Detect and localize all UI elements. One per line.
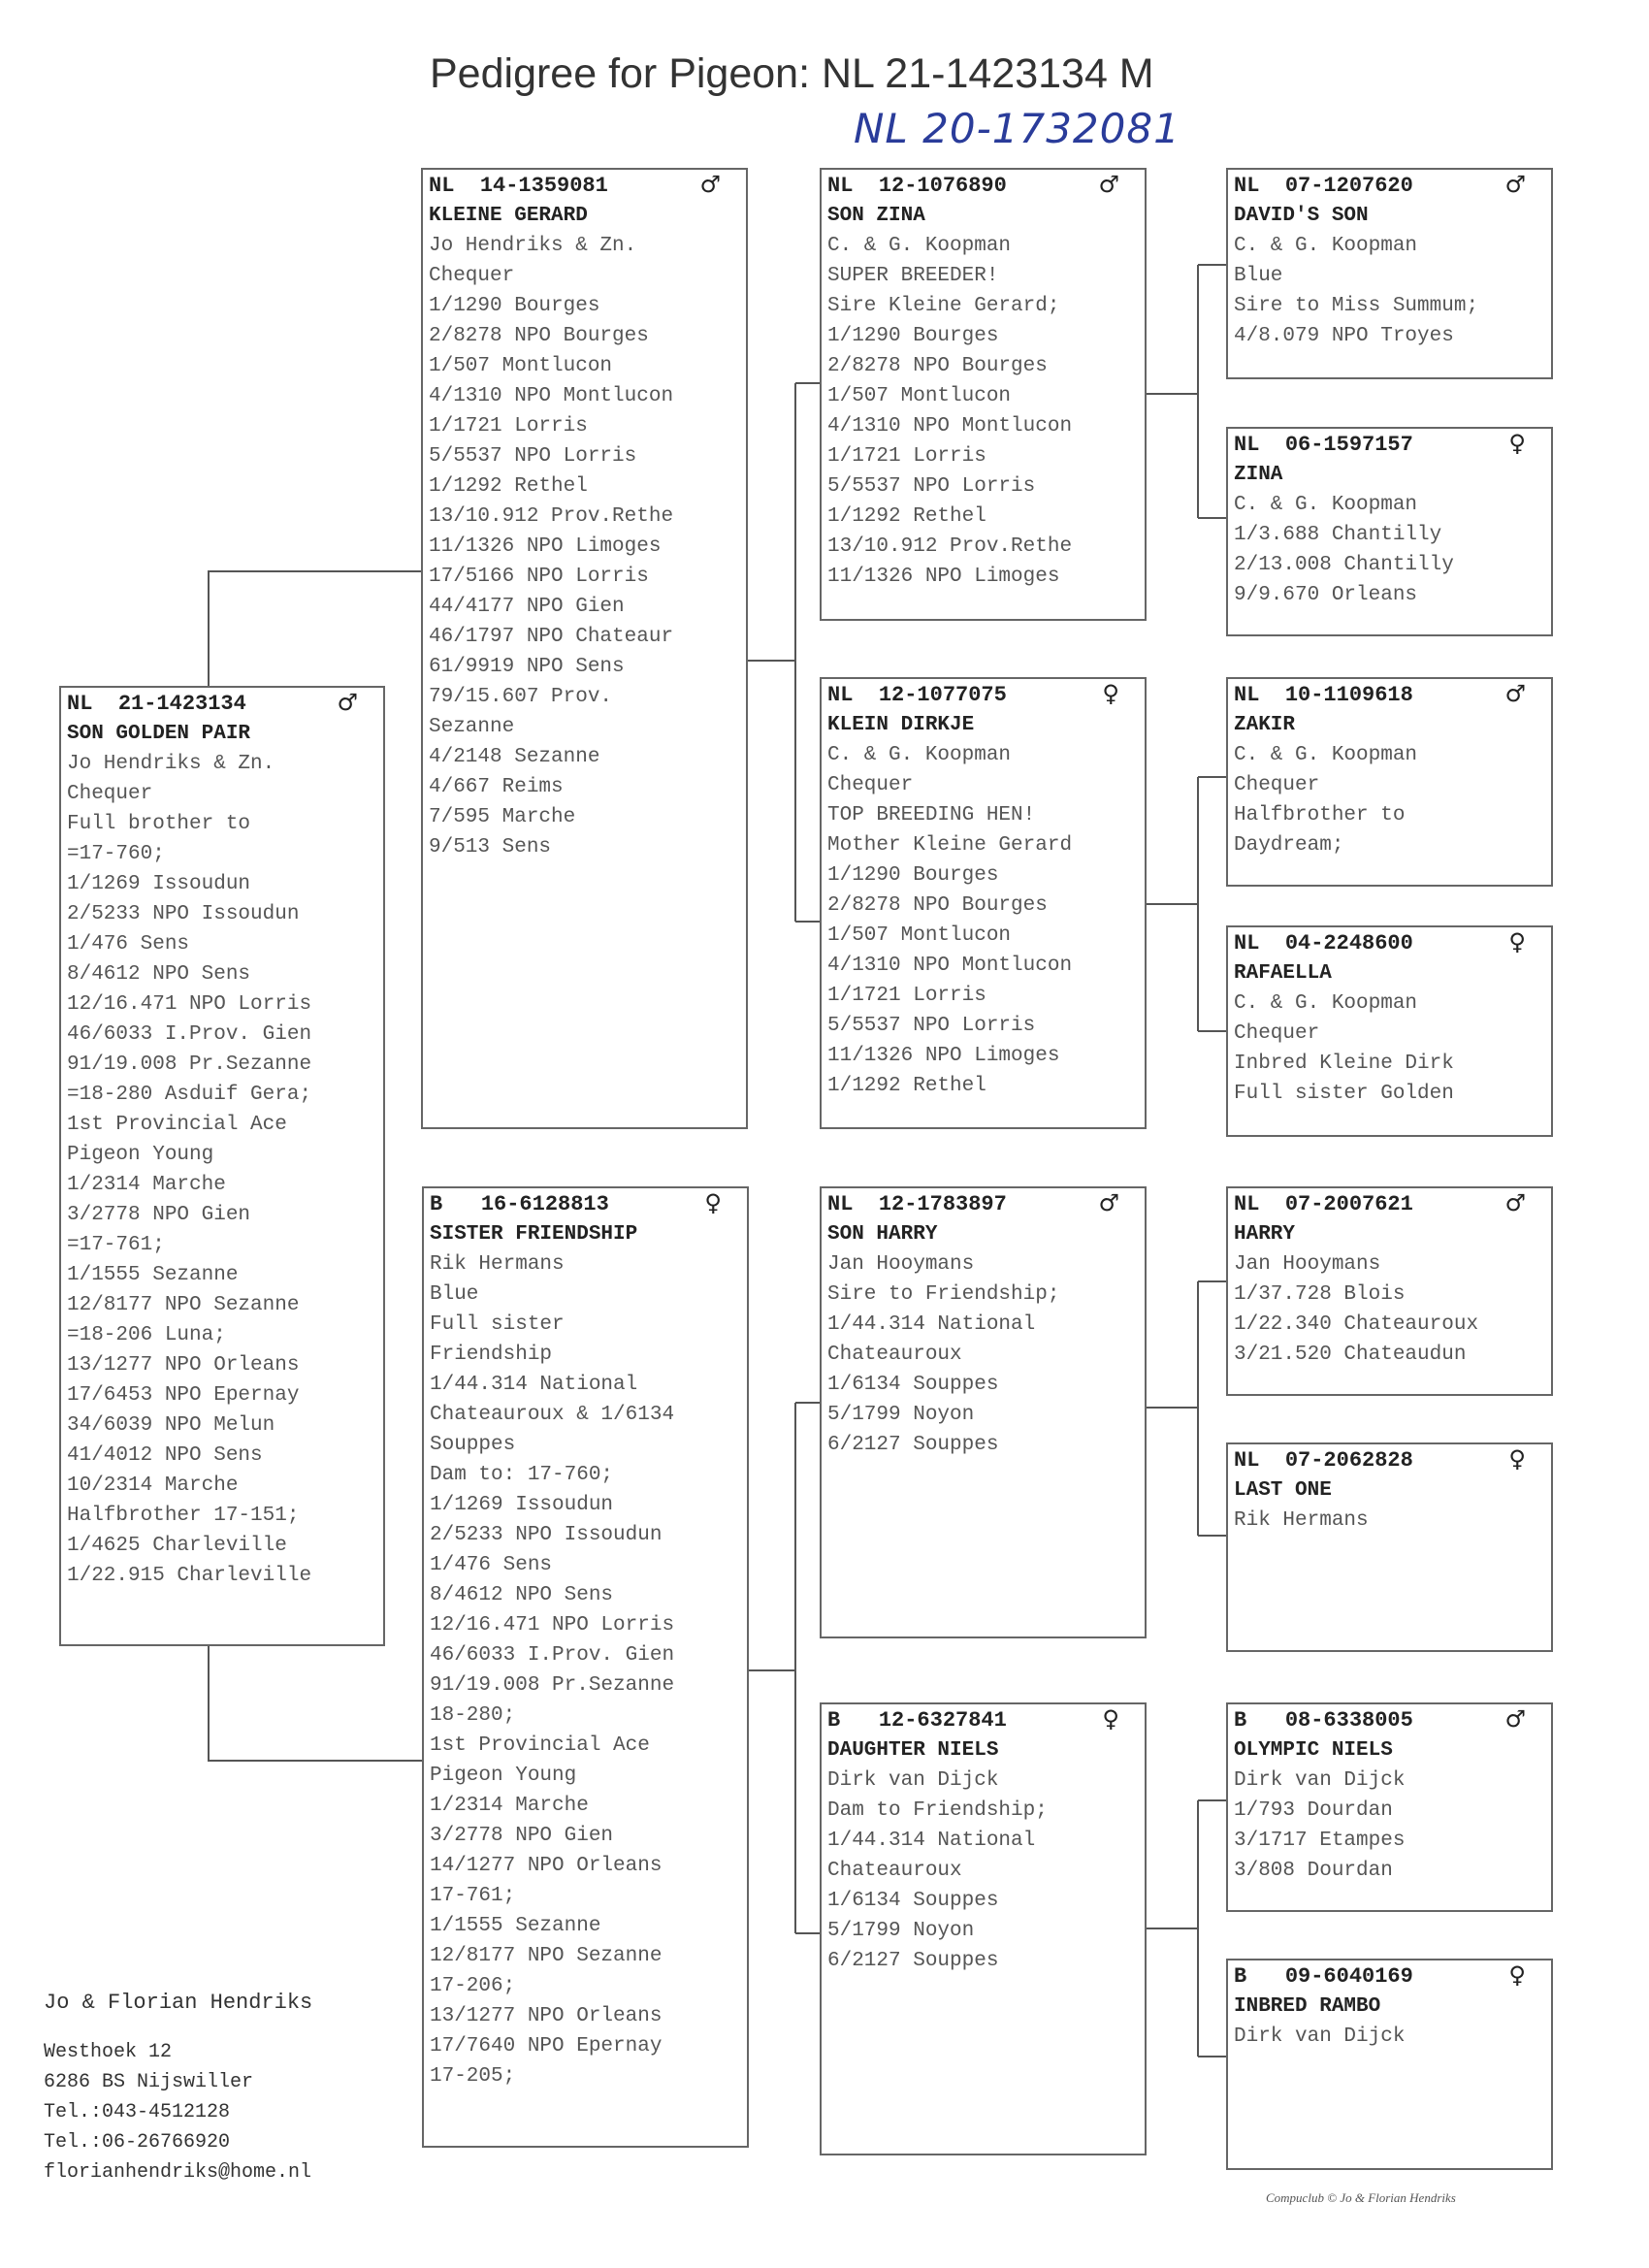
pigeon-detail-line: 4/1310 NPO Montlucon — [827, 415, 1073, 437]
pigeon-detail-line: 12/8177 NPO Sezanne — [430, 1945, 663, 1967]
pigeon-header — [1234, 929, 1551, 958]
pigeon-detail-line: Jan Hooymans — [1234, 1253, 1381, 1276]
pigeon-header — [1234, 1446, 1551, 1475]
pigeon-detail-line: 46/6033 I.Prov. Gien — [430, 1644, 675, 1667]
pigeon-detail-line: 46/1797 NPO Chateaur — [429, 626, 674, 648]
pigeon-detail-line: Jo Hendriks & Zn. — [429, 235, 637, 257]
pigeon-detail-line: 1/6134 Souppes — [827, 1374, 999, 1396]
pigeon-detail-line: Rik Hermans — [1234, 1509, 1369, 1532]
pigeon-detail-line: Dirk van Dijck — [1234, 2025, 1406, 2048]
pigeon-name: SON HARRY — [827, 1223, 938, 1246]
connector-dam — [749, 1403, 820, 1933]
pigeon-name: ZINA — [1234, 464, 1283, 486]
pigeon-card-dam — [422, 1186, 749, 2148]
pigeon-detail-line: 3/808 Dourdan — [1234, 1860, 1393, 1882]
pigeon-detail-line: =17-761; — [67, 1234, 165, 1256]
connector-root-sire — [209, 571, 421, 686]
pigeon-detail-line: 1/507 Montlucon — [429, 355, 613, 377]
male-icon: ♂ — [1504, 1189, 1526, 1216]
ring-number: 09-6040169 — [1284, 1964, 1413, 1989]
ring-number: 16-6128813 — [480, 1192, 609, 1216]
pigeon-detail-line: 8/4612 NPO Sens — [67, 963, 251, 986]
pigeon-detail-line: Daydream; — [1234, 834, 1344, 857]
pigeon-card-sss — [1226, 168, 1553, 379]
pigeon-detail-line: 2/5233 NPO Issoudun — [67, 903, 300, 925]
pigeon-detail-line: Dam to Friendship; — [827, 1799, 1048, 1822]
pigeon-detail-line: 2/8278 NPO Bourges — [827, 894, 1048, 917]
pigeon-name: SON GOLDEN PAIR — [67, 723, 251, 745]
pigeon-card-ds — [820, 1186, 1147, 1638]
male-icon: ♂ — [1098, 171, 1119, 198]
pigeon-header — [1234, 431, 1551, 460]
pigeon-header — [827, 681, 1145, 710]
pigeon-detail-line: Halfbrother to — [1234, 804, 1406, 826]
email-line: florianhendriks@home.nl — [44, 2161, 312, 2184]
pigeon-detail-line: 2/5233 NPO Issoudun — [430, 1524, 663, 1546]
pigeon-detail-line: 8/4612 NPO Sens — [430, 1584, 614, 1606]
ring-number: 07-1207620 — [1284, 174, 1413, 198]
pigeon-detail-line: 2/8278 NPO Bourges — [429, 325, 649, 347]
pigeon-detail-line: 3/2778 NPO Gien — [430, 1825, 614, 1847]
ring-number: 07-2007621 — [1284, 1192, 1413, 1216]
pigeon-card-sd — [820, 677, 1147, 1129]
pigeon-card-dss — [1226, 1186, 1553, 1396]
pigeon-name: KLEIN DIRKJE — [827, 714, 975, 736]
pigeon-detail-line: 1/476 Sens — [430, 1554, 553, 1576]
pigeon-detail-line: C. & G. Koopman — [1234, 992, 1418, 1015]
pigeon-detail-line: 1/22.915 Charleville — [67, 1565, 312, 1587]
pigeon-detail-line: Halfbrother 17-151; — [67, 1505, 300, 1527]
pigeon-detail-line: 1/1269 Issoudun — [430, 1494, 614, 1516]
ring-number: 08-6338005 — [1284, 1708, 1413, 1733]
pigeon-detail-line: 46/6033 I.Prov. Gien — [67, 1023, 312, 1046]
pigeon-detail-line: 11/1326 NPO Limoges — [827, 566, 1060, 588]
pigeon-header — [1234, 1962, 1551, 1992]
pigeon-detail-line: 5/5537 NPO Lorris — [429, 445, 637, 468]
pigeon-detail-line: Sezanne — [429, 716, 515, 738]
female-icon: ♀ — [704, 1189, 722, 1216]
pigeon-detail-line: 1/793 Dourdan — [1234, 1799, 1393, 1822]
pigeon-detail-line: 1/22.340 Chateauroux — [1234, 1313, 1479, 1336]
pigeon-detail-line: Jan Hooymans — [827, 1253, 975, 1276]
pigeon-detail-line: 14/1277 NPO Orleans — [430, 1855, 663, 1877]
pigeon-name: HARRY — [1234, 1223, 1296, 1246]
pigeon-detail-line: 3/2778 NPO Gien — [67, 1204, 251, 1226]
pigeon-detail-line: =18-206 Luna; — [67, 1324, 226, 1346]
pigeon-detail-line: SUPER BREEDER! — [827, 265, 999, 287]
connector-dd — [1147, 1800, 1226, 2057]
pigeon-detail-line: 1/2314 Marche — [67, 1174, 226, 1196]
pigeon-detail-line: 1/1290 Bourges — [827, 864, 999, 887]
pigeon-detail-line: 2/8278 NPO Bourges — [827, 355, 1048, 377]
pigeon-name: DAUGHTER NIELS — [827, 1739, 999, 1762]
country-code: NL — [827, 1192, 879, 1216]
pigeon-detail-line: =17-760; — [67, 843, 165, 865]
pigeon-name: INBRED RAMBO — [1234, 1995, 1381, 2018]
country-code: NL — [1234, 1448, 1285, 1473]
pigeon-detail-line: 1/37.728 Blois — [1234, 1283, 1406, 1306]
ring-number: 12-1076890 — [878, 174, 1007, 198]
pigeon-detail-line: 18-280; — [430, 1704, 516, 1727]
pigeon-detail-line: 2/13.008 Chantilly — [1234, 554, 1454, 576]
pigeon-detail-line: C. & G. Koopman — [1234, 494, 1418, 516]
pigeon-card-dd — [820, 1702, 1147, 2155]
country-code: NL — [1234, 683, 1285, 707]
pigeon-detail-line: 34/6039 NPO Melun — [67, 1414, 275, 1437]
pigeon-detail-line: 6/2127 Souppes — [827, 1950, 999, 1972]
pigeon-detail-line: Rik Hermans — [430, 1253, 565, 1276]
pigeon-detail-line: 4/667 Reims — [429, 776, 564, 798]
pigeon-detail-line: 1/1555 Sezanne — [430, 1915, 601, 1937]
pigeon-detail-line: =18-280 Asduif Gera; — [67, 1084, 312, 1106]
male-icon: ♂ — [699, 171, 721, 198]
pigeon-detail-line: 4/1310 NPO Montlucon — [827, 955, 1073, 977]
phone-line: Tel.:06-26766920 — [44, 2131, 231, 2154]
pigeon-header — [429, 172, 746, 201]
pigeon-detail-line: 4/8.079 NPO Troyes — [1234, 325, 1454, 347]
country-code: B — [1234, 1708, 1285, 1733]
pigeon-header — [827, 1706, 1145, 1735]
pigeon-card-ssd — [1226, 427, 1553, 636]
country-code: NL — [1234, 931, 1285, 956]
pigeon-detail-line: 1st Provincial Ace — [430, 1734, 650, 1757]
pigeon-detail-line: Chequer — [429, 265, 515, 287]
pigeon-name: KLEINE GERARD — [429, 205, 588, 227]
pigeon-detail-line: 17/6453 NPO Epernay — [67, 1384, 300, 1407]
pigeon-detail-line: 1/44.314 National — [827, 1830, 1036, 1852]
pigeon-detail-line: Sire to Friendship; — [827, 1283, 1060, 1306]
owner-name: Jo & Florian Hendriks — [44, 1991, 313, 2015]
pigeon-detail-line: 13/10.912 Prov.Rethe — [827, 535, 1073, 558]
country-code: B — [1234, 1964, 1285, 1989]
pigeon-detail-line: 10/2314 Marche — [67, 1474, 239, 1497]
pigeon-card-sds — [1226, 677, 1553, 887]
connector-sd — [1147, 777, 1226, 1031]
pigeon-detail-line: 4/1310 NPO Montlucon — [429, 385, 674, 407]
pigeon-detail-line: 1st Provincial Ace — [67, 1114, 287, 1136]
pigeon-header — [827, 1190, 1145, 1219]
pigeon-detail-line: 17-205; — [430, 2065, 516, 2088]
ring-number: 10-1109618 — [1284, 683, 1413, 707]
male-icon: ♂ — [1098, 1189, 1119, 1216]
country-code: B — [827, 1708, 879, 1733]
country-code: NL — [429, 174, 480, 198]
pigeon-detail-line: 1/1721 Lorris — [827, 445, 986, 468]
pigeon-detail-line: Chequer — [1234, 774, 1320, 796]
pigeon-detail-line: 1/2314 Marche — [430, 1795, 589, 1817]
ring-number: 21-1423134 — [117, 692, 246, 716]
pigeon-detail-line: 1/1292 Rethel — [827, 505, 986, 528]
pigeon-detail-line: Chateauroux — [827, 1344, 962, 1366]
pigeon-detail-line: Blue — [430, 1283, 479, 1306]
pigeon-card-dsd — [1226, 1442, 1553, 1652]
pigeon-detail-line: Sire Kleine Gerard; — [827, 295, 1060, 317]
female-icon: ♀ — [1508, 1445, 1526, 1473]
pigeon-detail-line: 13/1277 NPO Orleans — [67, 1354, 300, 1377]
pigeon-detail-line: Pigeon Young — [430, 1765, 577, 1787]
pigeon-detail-line: Friendship — [430, 1344, 553, 1366]
pigeon-detail-line: 9/9.670 Orleans — [1234, 584, 1418, 606]
pigeon-detail-line: 13/1277 NPO Orleans — [430, 2005, 663, 2027]
female-icon: ♀ — [1102, 1705, 1119, 1733]
ring-number: 12-6327841 — [878, 1708, 1007, 1733]
pigeon-detail-line: 5/1799 Noyon — [827, 1404, 975, 1426]
pigeon-detail-line: 1/507 Montlucon — [827, 385, 1012, 407]
ring-number: 07-2062828 — [1284, 1448, 1413, 1473]
pigeon-name: LAST ONE — [1234, 1479, 1332, 1502]
pigeon-detail-line: C. & G. Koopman — [827, 744, 1012, 766]
pigeon-detail-line: TOP BREEDING HEN! — [827, 804, 1036, 826]
pigeon-detail-line: 91/19.008 Pr.Sezanne — [67, 1053, 312, 1076]
country-code: NL — [827, 683, 879, 707]
pigeon-detail-line: 44/4177 NPO Gien — [429, 596, 625, 618]
pigeon-detail-line: 9/513 Sens — [429, 836, 552, 859]
pigeon-detail-line: Chequer — [1234, 1022, 1320, 1045]
pigeon-detail-line: Chequer — [827, 774, 914, 796]
pigeon-detail-line: Sire to Miss Summum; — [1234, 295, 1479, 317]
pigeon-detail-line: 1/1290 Bourges — [827, 325, 999, 347]
pigeon-detail-line: 12/16.471 NPO Lorris — [430, 1614, 675, 1636]
pigeon-detail-line: 1/3.688 Chantilly — [1234, 524, 1442, 546]
pigeon-detail-line: 1/1721 Lorris — [827, 985, 986, 1007]
pigeon-card-sire — [421, 168, 748, 1129]
ring-number: 12-1077075 — [878, 683, 1007, 707]
pigeon-detail-line: 61/9919 NPO Sens — [429, 656, 625, 678]
ring-number: 12-1783897 — [878, 1192, 1007, 1216]
country-code: B — [430, 1192, 481, 1216]
pigeon-detail-line: 1/6134 Souppes — [827, 1890, 999, 1912]
pigeon-detail-line: 1/44.314 National — [430, 1374, 638, 1396]
female-icon: ♀ — [1508, 928, 1526, 956]
phone-line: Tel.:043-4512128 — [44, 2101, 231, 2123]
pigeon-detail-line: 1/1292 Rethel — [827, 1075, 986, 1097]
pigeon-header — [1234, 172, 1551, 201]
pigeon-detail-line: 3/1717 Etampes — [1234, 1830, 1406, 1852]
pigeon-detail-line: 1/476 Sens — [67, 933, 190, 956]
pigeon-detail-line: 1/44.314 National — [827, 1313, 1036, 1336]
pigeon-detail-line: C. & G. Koopman — [1234, 744, 1418, 766]
pigeon-header — [1234, 1706, 1551, 1735]
ring-number: 04-2248600 — [1284, 931, 1413, 956]
pigeon-detail-line: 41/4012 NPO Sens — [67, 1444, 263, 1467]
connector-root-dam — [209, 1646, 422, 1761]
pigeon-header — [1234, 681, 1551, 710]
pigeon-card-dds — [1226, 1702, 1553, 1912]
credit-text: Compuclub © Jo & Florian Hendriks — [1266, 2190, 1456, 2205]
female-icon: ♀ — [1508, 430, 1526, 457]
handwritten-note: NL 20-1732081 — [854, 105, 1180, 152]
pigeon-detail-line: 17-761; — [430, 1885, 516, 1907]
pigeon-detail-line: 17/5166 NPO Lorris — [429, 566, 649, 588]
pigeon-detail-line: 5/1799 Noyon — [827, 1920, 975, 1942]
pigeon-detail-line: Chateauroux & 1/6134 — [430, 1404, 675, 1426]
pigeon-detail-line: Dirk van Dijck — [827, 1769, 999, 1792]
pigeon-detail-line: Blue — [1234, 265, 1283, 287]
pigeon-detail-line: C. & G. Koopman — [827, 235, 1012, 257]
pigeon-card-root — [59, 686, 385, 1646]
pigeon-detail-line: 6/2127 Souppes — [827, 1434, 999, 1456]
country-code: NL — [67, 692, 118, 716]
pigeon-name: OLYMPIC NIELS — [1234, 1739, 1393, 1762]
pigeon-detail-line: 3/21.520 Chateaudun — [1234, 1344, 1467, 1366]
pigeon-detail-line: Full sister — [430, 1313, 565, 1336]
pigeon-detail-line: Chateauroux — [827, 1860, 962, 1882]
connector-ds — [1147, 1281, 1226, 1536]
country-code: NL — [1234, 433, 1285, 457]
pigeon-detail-line: 1/1269 Issoudun — [67, 873, 251, 895]
owner-address — [44, 2037, 311, 2187]
pigeon-name: SISTER FRIENDSHIP — [430, 1223, 638, 1246]
pigeon-detail-line: Souppes — [430, 1434, 516, 1456]
country-code: NL — [1234, 1192, 1285, 1216]
female-icon: ♀ — [1102, 680, 1119, 707]
pigeon-detail-line: 13/10.912 Prov.Rethe — [429, 505, 674, 528]
pigeon-detail-line: 11/1326 NPO Limoges — [429, 535, 662, 558]
pigeon-header — [827, 172, 1145, 201]
connector-sire — [748, 383, 820, 922]
pigeon-detail-line: 5/5537 NPO Lorris — [827, 1015, 1036, 1037]
pigeon-detail-line: 7/595 Marche — [429, 806, 576, 828]
pigeon-card-ddd — [1226, 1959, 1553, 2170]
pigeon-name: DAVID'S SON — [1234, 205, 1369, 227]
pigeon-header — [67, 690, 383, 719]
pigeon-detail-line: 79/15.607 Prov. — [429, 686, 613, 708]
pigeon-detail-line: 1/1721 Lorris — [429, 415, 588, 437]
pigeon-name: ZAKIR — [1234, 714, 1296, 736]
male-icon: ♂ — [1504, 680, 1526, 707]
female-icon: ♀ — [1508, 1961, 1526, 1989]
pigeon-detail-line: Pigeon Young — [67, 1144, 214, 1166]
pigeon-detail-line: 1/1290 Bourges — [429, 295, 600, 317]
pigeon-header — [1234, 1190, 1551, 1219]
pigeon-detail-line: Mother Kleine Gerard — [827, 834, 1073, 857]
pigeon-detail-line: 17-206; — [430, 1975, 516, 1997]
page-title: Pedigree for Pigeon: NL 21-1423134 M — [430, 50, 1154, 97]
ring-number: 06-1597157 — [1284, 433, 1413, 457]
pigeon-card-sdd — [1226, 925, 1553, 1137]
connector-ss — [1147, 265, 1226, 518]
ring-number: 14-1359081 — [479, 174, 608, 198]
country-code: NL — [827, 174, 879, 198]
address-line: 6286 BS Nijswiller — [44, 2071, 254, 2093]
pigeon-card-ss — [820, 168, 1147, 621]
pigeon-detail-line: 1/507 Montlucon — [827, 924, 1012, 947]
pigeon-detail-line: Dirk van Dijck — [1234, 1769, 1406, 1792]
pigeon-detail-line: Chequer — [67, 783, 153, 805]
pigeon-header — [430, 1190, 747, 1219]
pigeon-detail-line: 1/1555 Sezanne — [67, 1264, 239, 1286]
pigeon-detail-line: Inbred Kleine Dirk — [1234, 1053, 1454, 1075]
pigeon-detail-line: 4/2148 Sezanne — [429, 746, 600, 768]
pigeon-detail-line: Dam to: 17-760; — [430, 1464, 614, 1486]
male-icon: ♂ — [1504, 1705, 1526, 1733]
male-icon: ♂ — [1504, 171, 1526, 198]
pigeon-detail-line: 1/4625 Charleville — [67, 1535, 287, 1557]
pigeon-detail-line: C. & G. Koopman — [1234, 235, 1418, 257]
pigeon-detail-line: 1/1292 Rethel — [429, 475, 588, 498]
pigeon-detail-line: Jo Hendriks & Zn. — [67, 753, 275, 775]
pigeon-detail-line: 17/7640 NPO Epernay — [430, 2035, 663, 2057]
pigeon-detail-line: Full brother to — [67, 813, 251, 835]
pigeon-detail-line: 12/8177 NPO Sezanne — [67, 1294, 300, 1316]
pigeon-name: RAFAELLA — [1234, 962, 1332, 985]
address-line: Westhoek 12 — [44, 2041, 173, 2063]
pigeon-name: SON ZINA — [827, 205, 925, 227]
pigeon-detail-line: Full sister Golden — [1234, 1083, 1454, 1105]
pigeon-detail-line: 91/19.008 Pr.Sezanne — [430, 1674, 675, 1697]
pigeon-detail-line: 5/5537 NPO Lorris — [827, 475, 1036, 498]
pigeon-detail-line: 12/16.471 NPO Lorris — [67, 993, 312, 1016]
pigeon-detail-line: 11/1326 NPO Limoges — [827, 1045, 1060, 1067]
country-code: NL — [1234, 174, 1285, 198]
male-icon: ♂ — [337, 689, 358, 716]
